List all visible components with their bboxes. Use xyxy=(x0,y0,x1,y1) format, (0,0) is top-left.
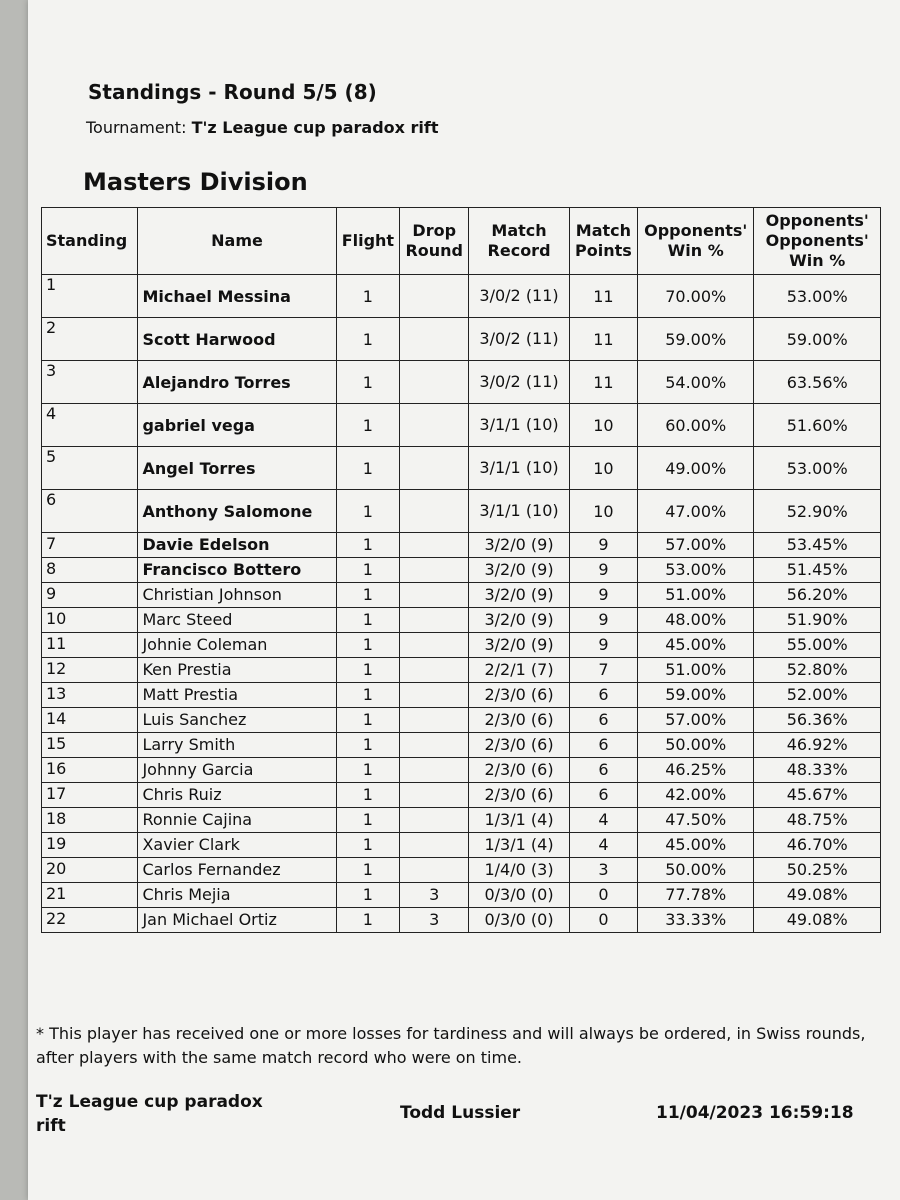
table-row xyxy=(42,633,881,658)
cell-owp: 50.00% xyxy=(638,858,754,883)
cell-name: Luis Sanchez xyxy=(138,708,336,733)
header-row xyxy=(42,208,881,275)
cell-points: 4 xyxy=(569,808,637,833)
cell-record: 3/2/0 (9) xyxy=(469,583,570,608)
standings-table xyxy=(41,207,881,933)
cell-drop xyxy=(400,683,469,708)
cell-oowp: 55.00% xyxy=(754,633,881,658)
table-row xyxy=(42,533,881,558)
cell-owp: 70.00% xyxy=(638,275,754,318)
cell-points: 6 xyxy=(569,733,637,758)
cell-points: 10 xyxy=(569,490,637,533)
cell-name: Johnny Garcia xyxy=(138,758,336,783)
cell-name: Francisco Bottero xyxy=(138,558,336,583)
table-row xyxy=(42,733,881,758)
cell-record: 3/1/1 (10) xyxy=(469,447,570,490)
cell-oowp: 59.00% xyxy=(754,318,881,361)
cell-standing: 7 xyxy=(42,533,138,558)
cell-owp: 59.00% xyxy=(638,683,754,708)
cell-points: 0 xyxy=(569,908,637,933)
cell-record: 1/3/1 (4) xyxy=(469,808,570,833)
cell-drop xyxy=(400,490,469,533)
cell-owp: 49.00% xyxy=(638,447,754,490)
cell-standing: 10 xyxy=(42,608,138,633)
column-header-opp-opp-win: Opponents' Opponents' Win % xyxy=(754,208,881,275)
cell-owp: 57.00% xyxy=(638,708,754,733)
table-row xyxy=(42,318,881,361)
cell-owp: 45.00% xyxy=(638,633,754,658)
cell-oowp: 48.75% xyxy=(754,808,881,833)
cell-record: 2/2/1 (7) xyxy=(469,658,570,683)
cell-owp: 53.00% xyxy=(638,558,754,583)
table-row xyxy=(42,608,881,633)
cell-name: Xavier Clark xyxy=(138,833,336,858)
page-title: Standings - Round 5/5 (8) xyxy=(88,80,377,104)
cell-name: Jan Michael Ortiz xyxy=(138,908,336,933)
cell-oowp: 49.08% xyxy=(754,908,881,933)
cell-flight: 1 xyxy=(336,908,400,933)
cell-points: 6 xyxy=(569,708,637,733)
table-row xyxy=(42,583,881,608)
cell-name: Scott Harwood xyxy=(138,318,336,361)
table-row xyxy=(42,558,881,583)
cell-points: 3 xyxy=(569,858,637,883)
cell-owp: 51.00% xyxy=(638,583,754,608)
tournament-label: Tournament: xyxy=(86,118,187,137)
cell-name: Davie Edelson xyxy=(138,533,336,558)
cell-record: 2/3/0 (6) xyxy=(469,683,570,708)
cell-points: 9 xyxy=(569,533,637,558)
cell-name: Angel Torres xyxy=(138,447,336,490)
cell-points: 11 xyxy=(569,275,637,318)
cell-drop xyxy=(400,608,469,633)
cell-flight: 1 xyxy=(336,447,400,490)
cell-points: 11 xyxy=(569,361,637,404)
cell-flight: 1 xyxy=(336,858,400,883)
table-row xyxy=(42,658,881,683)
standings-sheet xyxy=(28,0,900,1200)
cell-oowp: 53.45% xyxy=(754,533,881,558)
cell-flight: 1 xyxy=(336,608,400,633)
cell-record: 3/1/1 (10) xyxy=(469,404,570,447)
cell-points: 11 xyxy=(569,318,637,361)
cell-points: 7 xyxy=(569,658,637,683)
column-header-match-points: Match Points xyxy=(569,208,637,275)
cell-name: Chris Ruiz xyxy=(138,783,336,808)
cell-owp: 46.25% xyxy=(638,758,754,783)
cell-owp: 60.00% xyxy=(638,404,754,447)
table-row xyxy=(42,908,881,933)
cell-oowp: 50.25% xyxy=(754,858,881,883)
cell-flight: 1 xyxy=(336,683,400,708)
cell-standing: 3 xyxy=(42,361,138,404)
cell-name: Chris Mejia xyxy=(138,883,336,908)
cell-drop xyxy=(400,658,469,683)
cell-drop xyxy=(400,833,469,858)
cell-owp: 33.33% xyxy=(638,908,754,933)
cell-owp: 57.00% xyxy=(638,533,754,558)
table-row xyxy=(42,275,881,318)
cell-record: 3/2/0 (9) xyxy=(469,558,570,583)
cell-drop xyxy=(400,633,469,658)
cell-drop xyxy=(400,783,469,808)
cell-name: Marc Steed xyxy=(138,608,336,633)
cell-oowp: 51.90% xyxy=(754,608,881,633)
cell-name: Larry Smith xyxy=(138,733,336,758)
cell-record: 3/0/2 (11) xyxy=(469,275,570,318)
cell-record: 2/3/0 (6) xyxy=(469,783,570,808)
table-row xyxy=(42,708,881,733)
cell-flight: 1 xyxy=(336,533,400,558)
cell-drop xyxy=(400,858,469,883)
cell-points: 9 xyxy=(569,633,637,658)
cell-name: Carlos Fernandez xyxy=(138,858,336,883)
cell-points: 0 xyxy=(569,883,637,908)
cell-drop xyxy=(400,361,469,404)
cell-drop: 3 xyxy=(400,883,469,908)
cell-oowp: 53.00% xyxy=(754,275,881,318)
cell-oowp: 52.90% xyxy=(754,490,881,533)
table-row xyxy=(42,783,881,808)
cell-drop xyxy=(400,758,469,783)
cell-name: Matt Prestia xyxy=(138,683,336,708)
cell-oowp: 63.56% xyxy=(754,361,881,404)
cell-flight: 1 xyxy=(336,361,400,404)
column-header-match-record: Match Record xyxy=(469,208,570,275)
cell-standing: 18 xyxy=(42,808,138,833)
cell-oowp: 46.92% xyxy=(754,733,881,758)
cell-record: 3/2/0 (9) xyxy=(469,608,570,633)
cell-flight: 1 xyxy=(336,783,400,808)
column-header-opponents-win: Opponents' Win % xyxy=(638,208,754,275)
cell-flight: 1 xyxy=(336,658,400,683)
tournament-name: T'z League cup paradox rift xyxy=(191,118,439,137)
cell-standing: 6 xyxy=(42,490,138,533)
cell-oowp: 45.67% xyxy=(754,783,881,808)
cell-standing: 4 xyxy=(42,404,138,447)
column-header-drop-round: Drop Round xyxy=(400,208,469,275)
cell-owp: 47.50% xyxy=(638,808,754,833)
cell-drop xyxy=(400,733,469,758)
cell-name: Ken Prestia xyxy=(138,658,336,683)
cell-flight: 1 xyxy=(336,404,400,447)
column-header-flight: Flight xyxy=(336,208,400,275)
cell-name: Michael Messina xyxy=(138,275,336,318)
cell-standing: 5 xyxy=(42,447,138,490)
cell-flight: 1 xyxy=(336,833,400,858)
cell-flight: 1 xyxy=(336,733,400,758)
cell-owp: 42.00% xyxy=(638,783,754,808)
cell-name: gabriel vega xyxy=(138,404,336,447)
cell-standing: 17 xyxy=(42,783,138,808)
cell-record: 3/2/0 (9) xyxy=(469,633,570,658)
column-header-name: Name xyxy=(138,208,336,275)
cell-record: 3/0/2 (11) xyxy=(469,318,570,361)
table-row xyxy=(42,808,881,833)
cell-drop xyxy=(400,318,469,361)
cell-points: 9 xyxy=(569,608,637,633)
footer-timestamp: 11/04/2023 16:59:18 xyxy=(656,1103,854,1123)
cell-standing: 13 xyxy=(42,683,138,708)
cell-owp: 50.00% xyxy=(638,733,754,758)
cell-record: 2/3/0 (6) xyxy=(469,758,570,783)
cell-flight: 1 xyxy=(336,883,400,908)
footer-organizer: Todd Lussier xyxy=(400,1103,521,1123)
cell-drop xyxy=(400,708,469,733)
table-row xyxy=(42,683,881,708)
cell-oowp: 52.00% xyxy=(754,683,881,708)
cell-flight: 1 xyxy=(336,633,400,658)
cell-standing: 15 xyxy=(42,733,138,758)
table-row xyxy=(42,883,881,908)
cell-standing: 22 xyxy=(42,908,138,933)
cell-drop xyxy=(400,447,469,490)
table-row xyxy=(42,404,881,447)
cell-name: Alejandro Torres xyxy=(138,361,336,404)
cell-flight: 1 xyxy=(336,490,400,533)
cell-points: 6 xyxy=(569,758,637,783)
cell-standing: 16 xyxy=(42,758,138,783)
cell-points: 6 xyxy=(569,783,637,808)
cell-flight: 1 xyxy=(336,558,400,583)
cell-record: 3/0/2 (11) xyxy=(469,361,570,404)
cell-points: 6 xyxy=(569,683,637,708)
cell-points: 10 xyxy=(569,447,637,490)
cell-points: 4 xyxy=(569,833,637,858)
cell-standing: 20 xyxy=(42,858,138,883)
cell-flight: 1 xyxy=(336,583,400,608)
table-row xyxy=(42,758,881,783)
cell-record: 3/1/1 (10) xyxy=(469,490,570,533)
cell-standing: 14 xyxy=(42,708,138,733)
cell-drop xyxy=(400,404,469,447)
cell-drop xyxy=(400,583,469,608)
cell-record: 1/3/1 (4) xyxy=(469,833,570,858)
tardiness-footnote: * This player has received one or more losses for tardiness and will always be ordered, in Swiss rounds, after players with the same match record who were on time. xyxy=(36,1024,866,1067)
cell-drop xyxy=(400,558,469,583)
cell-record: 0/3/0 (0) xyxy=(469,883,570,908)
cell-standing: 1 xyxy=(42,275,138,318)
cell-owp: 45.00% xyxy=(638,833,754,858)
cell-record: 1/4/0 (3) xyxy=(469,858,570,883)
cell-standing: 11 xyxy=(42,633,138,658)
cell-standing: 2 xyxy=(42,318,138,361)
table-row xyxy=(42,833,881,858)
table-row xyxy=(42,490,881,533)
cell-flight: 1 xyxy=(336,708,400,733)
cell-standing: 8 xyxy=(42,558,138,583)
cell-points: 9 xyxy=(569,558,637,583)
table-row xyxy=(42,361,881,404)
cell-flight: 1 xyxy=(336,758,400,783)
cell-name: Johnie Coleman xyxy=(138,633,336,658)
cell-oowp: 56.36% xyxy=(754,708,881,733)
cell-oowp: 49.08% xyxy=(754,883,881,908)
column-header-standing: Standing xyxy=(42,208,138,275)
cell-standing: 19 xyxy=(42,833,138,858)
table-row xyxy=(42,858,881,883)
footer-tournament: T'z League cup paradox rift xyxy=(36,1092,263,1136)
cell-oowp: 53.00% xyxy=(754,447,881,490)
cell-oowp: 46.70% xyxy=(754,833,881,858)
cell-record: 2/3/0 (6) xyxy=(469,708,570,733)
cell-standing: 21 xyxy=(42,883,138,908)
cell-flight: 1 xyxy=(336,275,400,318)
cell-oowp: 48.33% xyxy=(754,758,881,783)
cell-oowp: 51.45% xyxy=(754,558,881,583)
division-heading: Masters Division xyxy=(83,168,308,196)
cell-drop xyxy=(400,533,469,558)
cell-standing: 9 xyxy=(42,583,138,608)
cell-points: 9 xyxy=(569,583,637,608)
cell-flight: 1 xyxy=(336,808,400,833)
cell-owp: 59.00% xyxy=(638,318,754,361)
cell-record: 3/2/0 (9) xyxy=(469,533,570,558)
tournament-line xyxy=(86,118,439,137)
cell-oowp: 56.20% xyxy=(754,583,881,608)
cell-points: 10 xyxy=(569,404,637,447)
cell-drop: 3 xyxy=(400,908,469,933)
cell-record: 0/3/0 (0) xyxy=(469,908,570,933)
cell-owp: 54.00% xyxy=(638,361,754,404)
cell-name: Ronnie Cajina xyxy=(138,808,336,833)
cell-oowp: 52.80% xyxy=(754,658,881,683)
cell-drop xyxy=(400,275,469,318)
cell-owp: 48.00% xyxy=(638,608,754,633)
cell-name: Anthony Salomone xyxy=(138,490,336,533)
cell-flight: 1 xyxy=(336,318,400,361)
cell-owp: 51.00% xyxy=(638,658,754,683)
cell-owp: 47.00% xyxy=(638,490,754,533)
cell-standing: 12 xyxy=(42,658,138,683)
cell-record: 2/3/0 (6) xyxy=(469,733,570,758)
cell-oowp: 51.60% xyxy=(754,404,881,447)
table-row xyxy=(42,447,881,490)
cell-owp: 77.78% xyxy=(638,883,754,908)
cell-drop xyxy=(400,808,469,833)
cell-name: Christian Johnson xyxy=(138,583,336,608)
